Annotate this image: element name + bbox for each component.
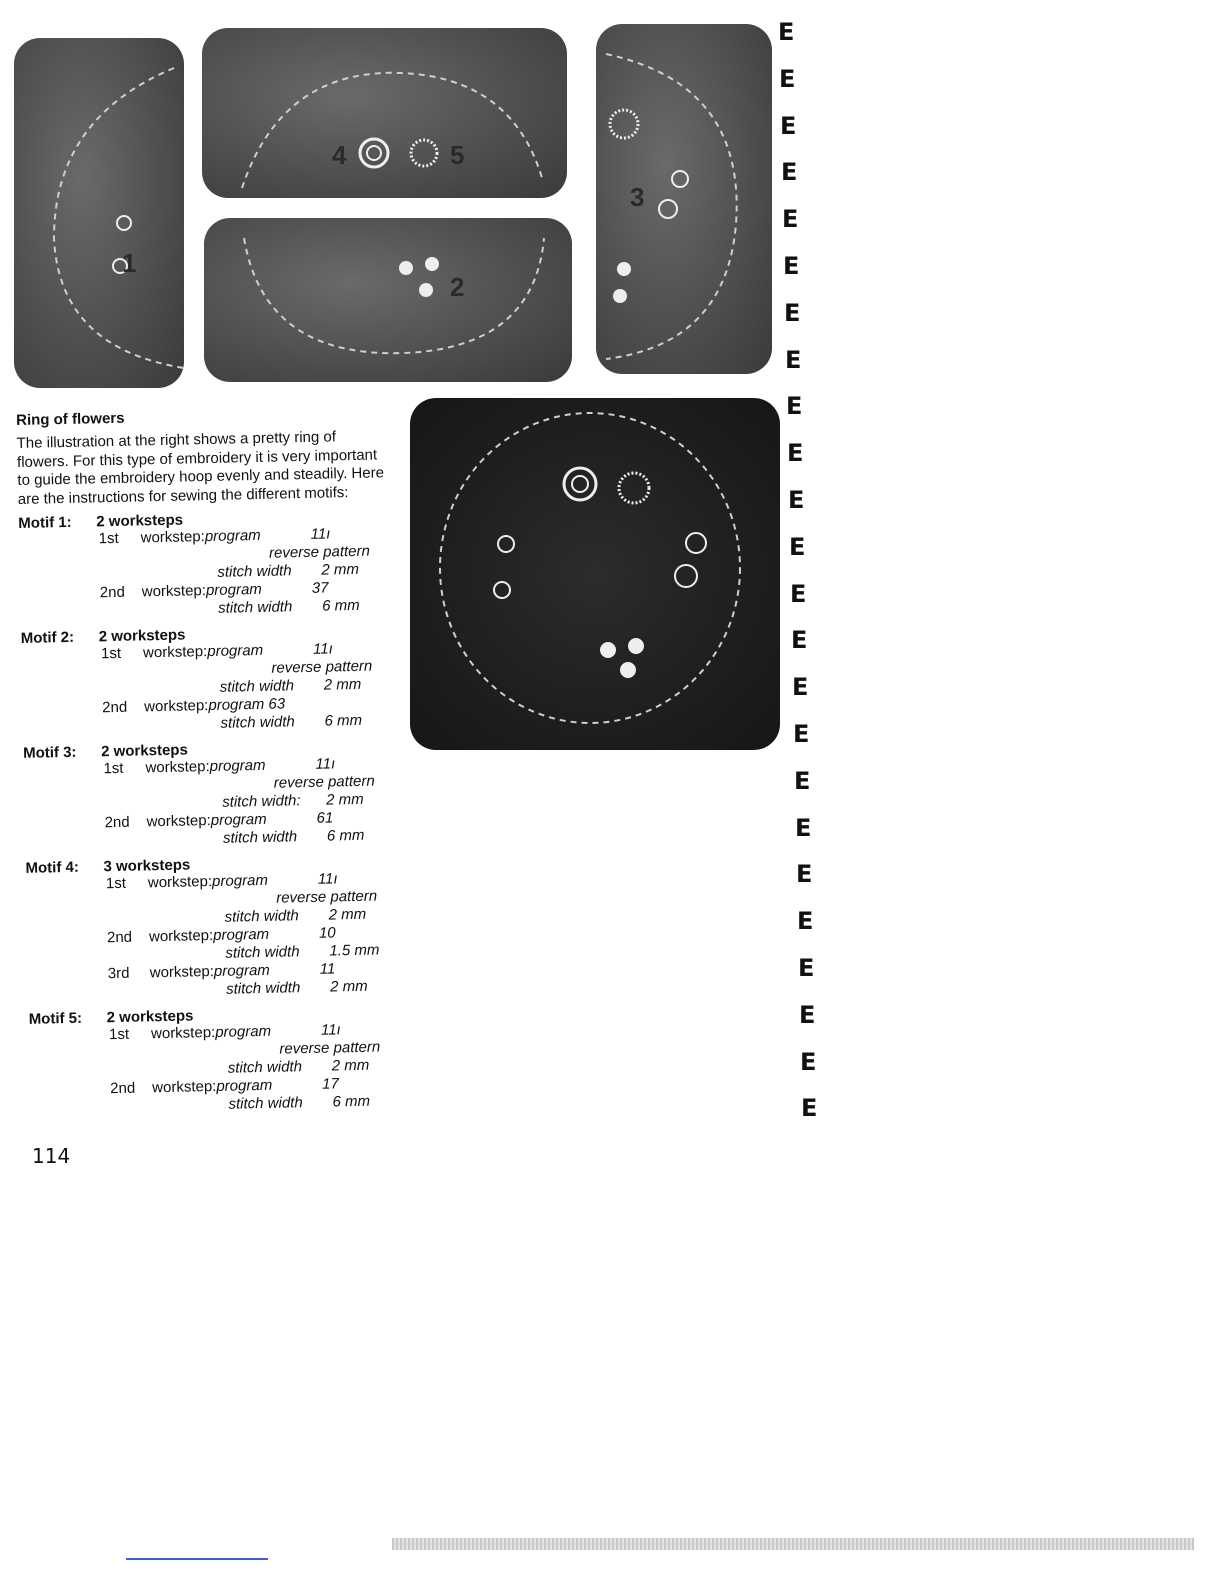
setting-value: 2 mm <box>321 560 360 579</box>
program-number: 17 <box>321 1075 340 1093</box>
workstep-text: workstep: <box>144 697 209 716</box>
workstep-count: 2 worksteps <box>96 511 184 531</box>
program-label: program <box>210 810 267 830</box>
index-tab-letter: E <box>780 111 797 140</box>
photo-motif-2 <box>204 218 572 382</box>
workstep-count: 2 worksteps <box>100 741 189 761</box>
index-tab-letter: E <box>800 1047 817 1076</box>
setting-label: reverse pattern <box>271 657 373 677</box>
index-tab-letter: E <box>796 860 813 889</box>
index-tab-letter: E <box>788 486 805 514</box>
photo-caption-secondary: 5 <box>450 140 465 170</box>
workstep-text: workstep: <box>142 643 208 662</box>
index-tab-letter: E <box>798 954 815 982</box>
setting-label: stitch width <box>225 979 301 998</box>
setting-label: reverse pattern <box>268 542 371 562</box>
motif-block <box>23 737 415 852</box>
page-number: 114 <box>32 1144 71 1168</box>
motif-label: Motif 3: <box>22 743 77 762</box>
index-tab-letter: E <box>797 907 814 936</box>
setting-value: 1.5 mm <box>329 941 380 960</box>
index-tab-letter: E <box>782 205 799 234</box>
motif-label: Motif 4: <box>25 858 80 877</box>
workstep-label <box>149 926 269 946</box>
photo-motif-3 <box>596 24 772 374</box>
motif-list <box>18 507 421 1118</box>
motif-label: Motif 1: <box>18 513 72 532</box>
workstep-count: 2 worksteps <box>106 1007 194 1027</box>
workstep-ordinal: 1st <box>105 874 127 893</box>
workstep-ordinal: 1st <box>98 529 119 548</box>
photo-ring-of-flowers <box>410 398 780 750</box>
embroidery-illustration <box>204 218 572 382</box>
setting-value: 2 mm <box>326 790 364 809</box>
footer-rule <box>392 1538 1194 1550</box>
index-tab-letter: E <box>799 1000 816 1029</box>
setting-label: stitch width <box>222 828 298 847</box>
photo-caption: 3 <box>630 182 645 212</box>
workstep-ordinal: 1st <box>103 759 124 778</box>
instructions-column <box>16 404 421 1126</box>
section-title: Ring of flowers <box>16 409 125 429</box>
workstep-ordinal: 2nd <box>110 1079 136 1098</box>
index-tab-letter: E <box>787 439 804 468</box>
setting-value: 6 mm <box>332 1092 371 1111</box>
setting-value: 2 mm <box>328 905 367 924</box>
program-number: 11ı <box>310 525 331 543</box>
motif-block <box>29 1003 421 1118</box>
motif-block <box>25 852 418 1003</box>
program-label: program <box>215 1022 272 1041</box>
workstep-text: workstep: <box>150 1023 216 1043</box>
workstep-ordinal: 1st <box>100 644 122 663</box>
setting-label: reverse pattern <box>273 772 375 792</box>
setting-label: stitch width: <box>222 792 301 811</box>
photo-caption: 1 <box>122 248 137 278</box>
setting-value: 2 mm <box>329 977 368 996</box>
index-tab-letter: E <box>792 673 809 702</box>
program-label: program <box>205 580 263 600</box>
workstep-count: 3 worksteps <box>103 856 191 876</box>
program-label: program <box>216 1076 273 1095</box>
setting-label: stitch width <box>217 562 292 581</box>
workstep-count: 2 worksteps <box>98 626 186 646</box>
program-number: 10 <box>318 924 336 942</box>
program-number: 11ı <box>320 1021 341 1039</box>
index-tab-letter: E <box>789 532 806 561</box>
program-label: program 63 <box>208 695 286 715</box>
workstep-text: workstep: <box>145 758 210 777</box>
setting-label: stitch width <box>224 907 299 926</box>
setting-value: 6 mm <box>321 596 360 615</box>
workstep-label <box>140 527 260 547</box>
setting-label: reverse pattern <box>279 1038 381 1058</box>
embroidery-illustration <box>14 38 184 388</box>
workstep-label <box>144 695 285 715</box>
index-tab-letter: E <box>790 579 807 608</box>
index-tab-letter: E <box>778 18 795 46</box>
motif-block <box>18 507 410 622</box>
workstep-text: workstep: <box>149 962 215 982</box>
index-tab-letter: E <box>779 64 796 93</box>
index-tab-letter: E <box>783 252 800 280</box>
setting-label: stitch width <box>227 1058 303 1077</box>
workstep-text: workstep: <box>146 812 211 831</box>
photo-caption: 4 <box>332 140 347 170</box>
workstep-ordinal: 2nd <box>104 813 130 832</box>
workstep-label <box>145 757 265 777</box>
setting-value: 6 mm <box>324 711 363 730</box>
workstep-ordinal: 3rd <box>107 964 130 983</box>
program-label: program <box>207 641 264 661</box>
setting-value: 2 mm <box>331 1056 370 1075</box>
photo-caption: 2 <box>450 272 465 302</box>
motif-block <box>21 622 413 737</box>
workstep-label <box>143 642 263 662</box>
program-number: 11 <box>319 960 336 978</box>
program-number: 11ı <box>312 640 333 658</box>
program-label: program <box>209 756 266 776</box>
index-tab-letter: E <box>791 626 808 655</box>
motif-label: Motif 5: <box>28 1009 83 1028</box>
workstep-label <box>146 811 266 831</box>
workstep-label <box>148 872 268 892</box>
workstep-text: workstep: <box>152 1077 217 1097</box>
setting-label: stitch width <box>220 713 295 732</box>
setting-label: stitch width <box>217 598 293 617</box>
photo-motif-1 <box>14 38 184 388</box>
photo-motifs-4-5 <box>202 28 567 198</box>
program-label: program <box>211 871 269 890</box>
embroidery-illustration <box>202 28 567 198</box>
workstep-text: workstep: <box>140 528 206 547</box>
setting-value: 6 mm <box>326 826 365 845</box>
index-tab-letter: E <box>786 392 803 421</box>
embroidery-illustration <box>596 24 772 374</box>
index-tab-letter: E <box>781 158 798 187</box>
index-tab-letter: E <box>784 298 801 327</box>
motif-label: Motif 2: <box>20 628 75 647</box>
index-tab-letter: E <box>801 1094 818 1123</box>
setting-label: stitch width <box>225 943 300 962</box>
index-tab-letter: E <box>795 813 812 842</box>
program-label: program <box>213 925 270 944</box>
program-label: program <box>204 526 261 546</box>
workstep-ordinal: 1st <box>108 1025 130 1044</box>
setting-label: stitch width <box>219 677 295 696</box>
workstep-text: workstep: <box>141 582 207 601</box>
workstep-ordinal: 2nd <box>106 928 133 947</box>
workstep-text: workstep: <box>147 872 213 892</box>
program-label: program <box>213 961 270 980</box>
index-tab-letter: E <box>793 720 810 748</box>
program-number: 11ı <box>317 870 338 888</box>
workstep-label <box>142 581 262 601</box>
workstep-text: workstep: <box>148 926 214 946</box>
workstep-label <box>152 1077 272 1097</box>
index-tab-letter: E <box>794 766 811 795</box>
program-number: 61 <box>316 809 334 827</box>
footer-link-rule <box>126 1558 268 1560</box>
workstep-label <box>151 1023 271 1043</box>
intro-paragraph: The illustration at the right shows a pretty ring of flowers. For this type of embroidery it is very important to guide the embroidery hoop evenly and steadily. Here are the instructions for sewing the different motifs: <box>16 428 385 508</box>
workstep-ordinal: 2nd <box>99 583 126 602</box>
workstep-ordinal: 2nd <box>102 698 128 717</box>
setting-label: stitch width <box>228 1094 303 1113</box>
workstep-label <box>150 962 270 982</box>
program-number: 37 <box>311 579 329 597</box>
index-tabs <box>776 20 836 1150</box>
embroidery-ring-illustration <box>410 398 780 750</box>
program-number: 11ı <box>315 755 336 773</box>
setting-value: 2 mm <box>323 675 362 694</box>
index-tab-letter: E <box>785 345 802 374</box>
setting-label: reverse pattern <box>276 887 378 907</box>
